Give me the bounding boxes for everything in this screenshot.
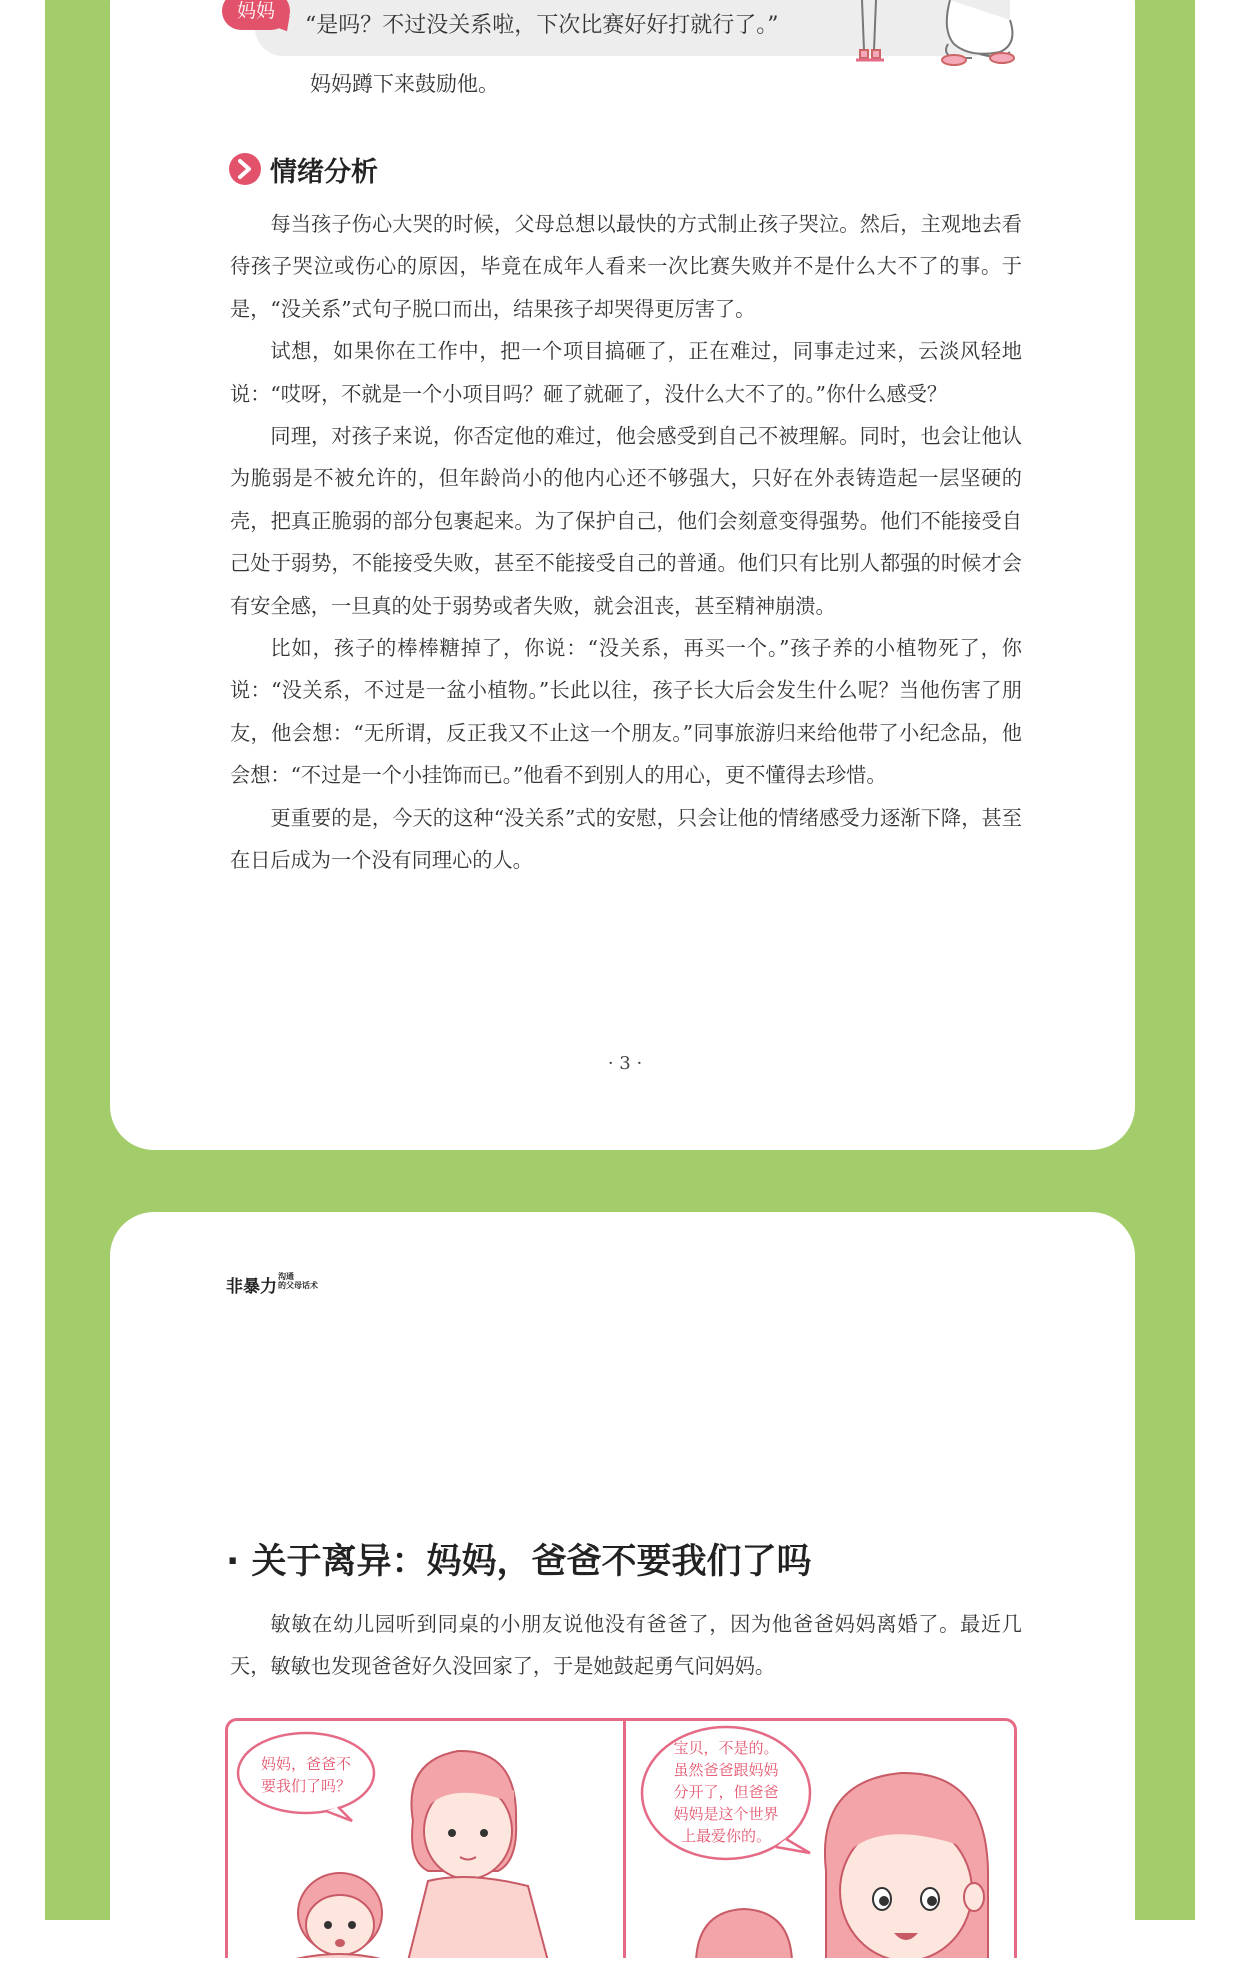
chapter-title: · 关于离异：妈妈，爸爸不要我们了吗 <box>226 1542 812 1582</box>
bubble-right-line: 宝贝，不是的。 <box>673 1739 779 1757</box>
logo-main: 非暴力 <box>226 1277 277 1297</box>
section-title: 情绪分析 <box>270 157 378 188</box>
logo-sub-line1: 沟通 <box>278 1272 294 1281</box>
book-logo <box>226 1272 318 1297</box>
logo-sub-line2: 的父母话术 <box>278 1281 318 1290</box>
child-character-illustration <box>288 1873 388 1958</box>
paragraph: 更重要的是，今天的这种“没关系”式的安慰，只会让他的情绪感受力逐渐下降，甚至在日后成为一个没有同理心的人。 <box>230 805 1022 873</box>
bubble-right-line: 妈妈是这个世界 <box>673 1805 779 1823</box>
bubble-right-line: 虽然爸爸跟妈妈 <box>673 1761 779 1779</box>
paragraph: 试想，如果你在工作中，把一个项目搞砸了，正在难过，同事走过来，云淡风轻地说：“哎呀，不就是一个小项目吗？砸了就砸了，没什么大不了的。”你什么感受？ <box>230 339 1022 406</box>
speech-bubble-left <box>238 1733 374 1821</box>
bubble-left-line: 要我们了吗？ <box>260 1777 352 1795</box>
mom-character-illustration <box>408 1751 548 1958</box>
crouching-mom-illustration <box>942 0 1014 65</box>
paragraph: 比如，孩子的棒棒糖掉了，你说：“没关系，再买一个。”孩子养的小植物死了，你说：“没关系，不过是一盆小植物。”长此以往，孩子长大后会发生什么呢？当他伤害了朋友，他会想：“无所谓，反正我又不止这一个朋友。”同事旅游归来给他带了小纪念品，他会想：“不过是一个小挂饰而已。”他看不到别人的用心，更不懂得去珍惜。 <box>230 636 1022 788</box>
paragraph: 每当孩子伤心大哭的时候，父母总想以最快的方式制止孩子哭泣。然后，主观地去看待孩子哭泣或伤心的原因，毕竟在成年人看来一次比赛失败并不是什么大不了的事。于是，“没关系”式句子脱口而出，结果孩子却哭得更厉害了。 <box>230 212 1022 321</box>
speaker-tag-mom: 妈妈 <box>222 0 290 30</box>
section-body <box>230 203 1022 882</box>
illustration-mom-and-child <box>850 0 1030 72</box>
comic-panel-right <box>626 1721 1017 1958</box>
paragraph: 敏敏在幼儿园听到同桌的小朋友说他没有爸爸了，因为他爸爸妈妈离婚了。最近几天，敏敏也发现爸爸好久没回家了，于是她鼓起勇气问妈妈。 <box>230 1612 1022 1679</box>
bubble-right-line: 分开了，但爸爸 <box>673 1783 779 1801</box>
page-number: · 3 · <box>607 1053 643 1074</box>
bubble-right-line: 上最爱你的。 <box>680 1827 772 1845</box>
speech-bubble-right <box>642 1727 810 1859</box>
chapter-intro <box>230 1603 1022 1688</box>
logo-sub <box>278 1272 318 1290</box>
child-head-illustration <box>696 1909 792 1958</box>
bubble-left-line: 妈妈，爸爸不 <box>260 1755 352 1773</box>
paragraph: 同理，对孩子来说，你否定他的难过，他会感受到自己不被理解。同时，也会让他认为脆弱是不被允许的，但年龄尚小的他内心还不够强大，只好在外表铸造起一层坚硬的壳，把真正脆弱的部分包裹起来。为了保护自己，他们会刻意变得强势。他们不能接受自己处于弱势，不能接受失败，甚至不能接受自己的普通。他们只有比别人都强的时候才会有安全感，一旦真的处于弱势或者失败，就会沮丧，甚至精神崩溃。 <box>230 424 1022 618</box>
mom-closeup-illustration <box>825 1773 988 1958</box>
comic-panel-left <box>228 1721 623 1958</box>
dialog-quote: “是吗？不过没关系啦，下次比赛好好打就行了。” <box>305 13 779 38</box>
child-legs-illustration <box>856 0 884 60</box>
comic-strip <box>225 1718 1017 1958</box>
dialog-narration: 妈妈蹲下来鼓励他。 <box>310 72 499 96</box>
chevron-right-icon <box>229 153 261 185</box>
